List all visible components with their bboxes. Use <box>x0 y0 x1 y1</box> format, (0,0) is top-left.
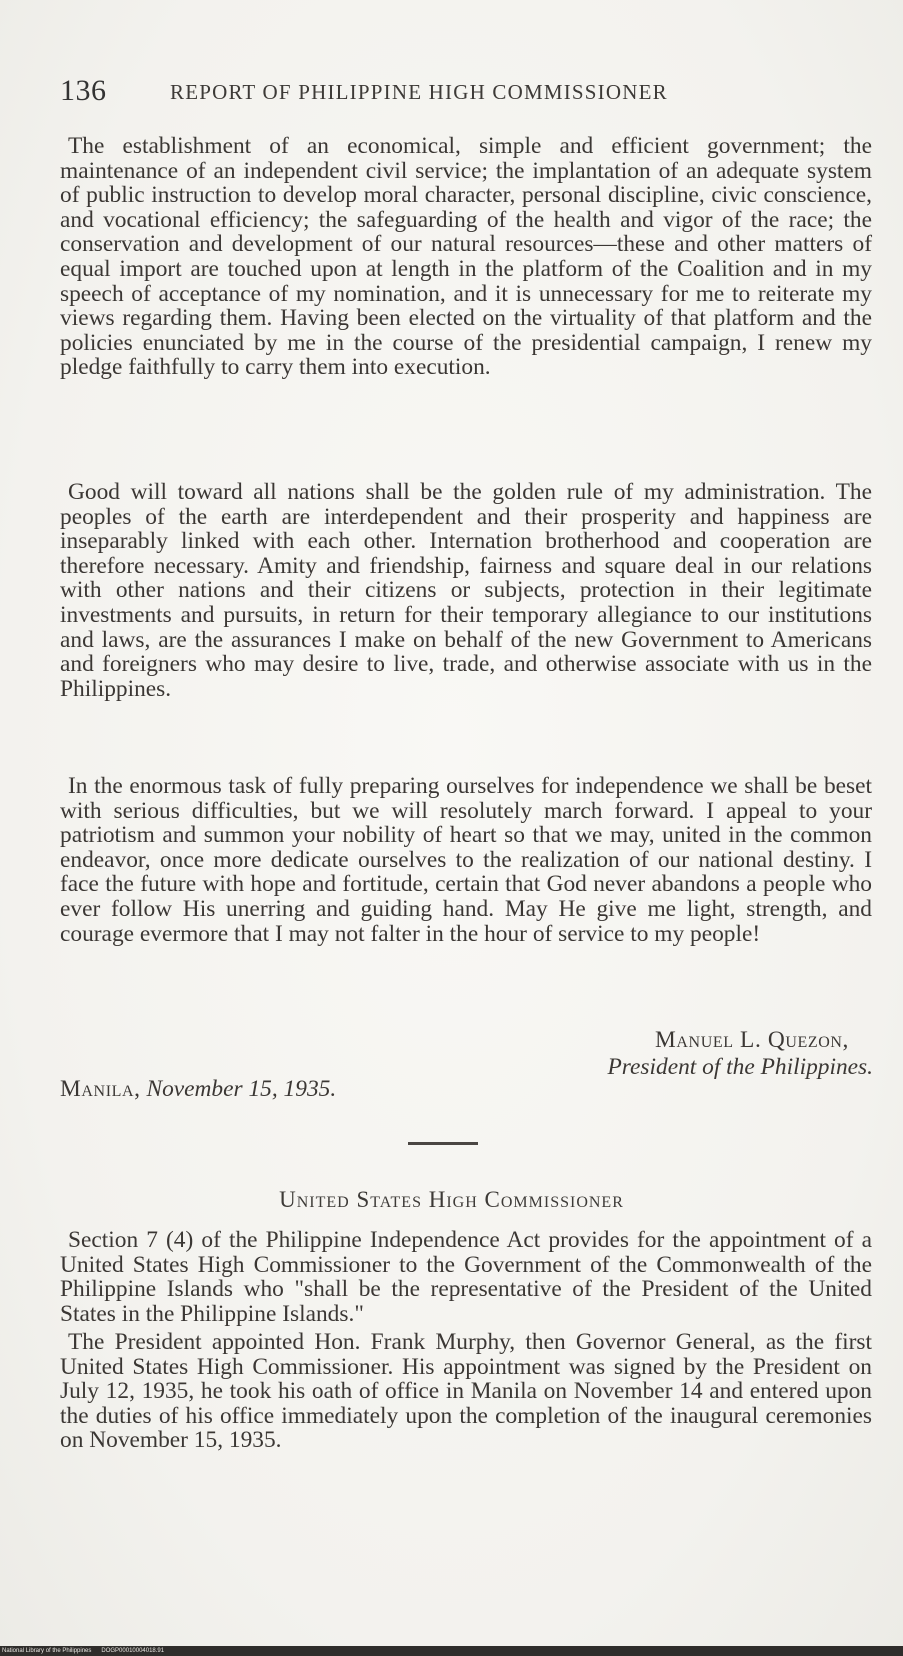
signatory-title: President of the Philippines. <box>607 1054 873 1080</box>
footer-source: National Library of the Philippines <box>2 1648 92 1654</box>
paragraph-3-block <box>60 774 872 946</box>
signatory-name: Manuel L. Quezon, <box>655 1027 849 1053</box>
paragraph-2-block <box>60 480 872 701</box>
paragraph-3: In the enormous task of fully preparing ourselves for independence we shall be beset with serious difficulties, but we will resolutely march forward. I appeal to your patriotism and summon your nobility of heart so that we may, united in the common endeavor, once more dedicate ourselves to the realization of our national destiny. I face the future with hope and fortitude, certain that God never abandons a people who ever follow His unerring and guiding hand. May He give me light, strength, and courage evermore that I may not falter in the hour of service to my people! <box>60 773 872 947</box>
footer-code: DOGP00010004018.91 <box>101 1648 165 1654</box>
paragraph-5-block <box>60 1330 872 1453</box>
running-head: REPORT OF PHILIPPINE HIGH COMMISSIONER <box>170 80 668 104</box>
section-heading: United States High Commissioner <box>279 1187 624 1212</box>
signature-block <box>608 1027 874 1081</box>
page-number: 136 <box>60 74 107 107</box>
date: November 15, 1935. <box>146 1076 337 1102</box>
paragraph-2: Good will toward all nations shall be the golden rule of my administration. The peoples of the earth are interdependent and their prosperity and happiness are inseparably linked with each other. Internation brotherhood and cooperation are therefore necessary. Amity and friendship, fairness and square deal in our relations with other nations and their citizens or subjects, protection in their legitimate investments and pursuits, in return for their temporary allegiance to our institutions and laws, are the assurances I make on behalf of the new Government to Americans and foreigners who may desire to live, trade, and otherwise associate with us in the Philippines. <box>60 479 872 702</box>
scan-footer-text <box>2 1647 164 1655</box>
paragraph-4-block <box>60 1228 872 1326</box>
page-header <box>60 74 860 114</box>
place-and-date <box>60 1076 336 1103</box>
paragraph-5: The President appointed Hon. Frank Murphy, then Governor General, as the first United States High Commissioner. His appointment was signed by the President on July 12, 1935, he took his oath of office in Manila on November 14 and entered upon the duties of his office immediately upon the completion of the inaugural ceremonies on November 15, 1935. <box>60 1329 872 1454</box>
place: Manila, <box>60 1076 141 1102</box>
section-divider <box>408 1142 478 1145</box>
paragraph-4: Section 7 (4) of the Philippine Independence Act provides for the appointment of a United States High Commissioner to the Government of the Commonwealth of the Philippine Islands who "shall be the representative of the President of the United States in the Philippine Islands." <box>60 1227 872 1327</box>
paragraph-1: The establishment of an economical, simple and efficient government; the maintenance of an independent civil service; the implantation of an adequate system of public instruction to develop moral character, personal discipline, civic conscience, and vocational efficiency; the safeguarding of the health and vigor of the race; the conservation and development of our natural resources—these and other matters of equal import are touched upon at length in the platform of the Coalition and in my speech of acceptance of my nomination, and it is unnecessary for me to reiterate my views regarding them. Having been elected on the virtuality of that platform and the policies enunciated by me in the course of the presidential campaign, I renew my pledge faithfully to carry them into execution. <box>60 133 872 381</box>
paragraph-1-block <box>60 134 872 380</box>
